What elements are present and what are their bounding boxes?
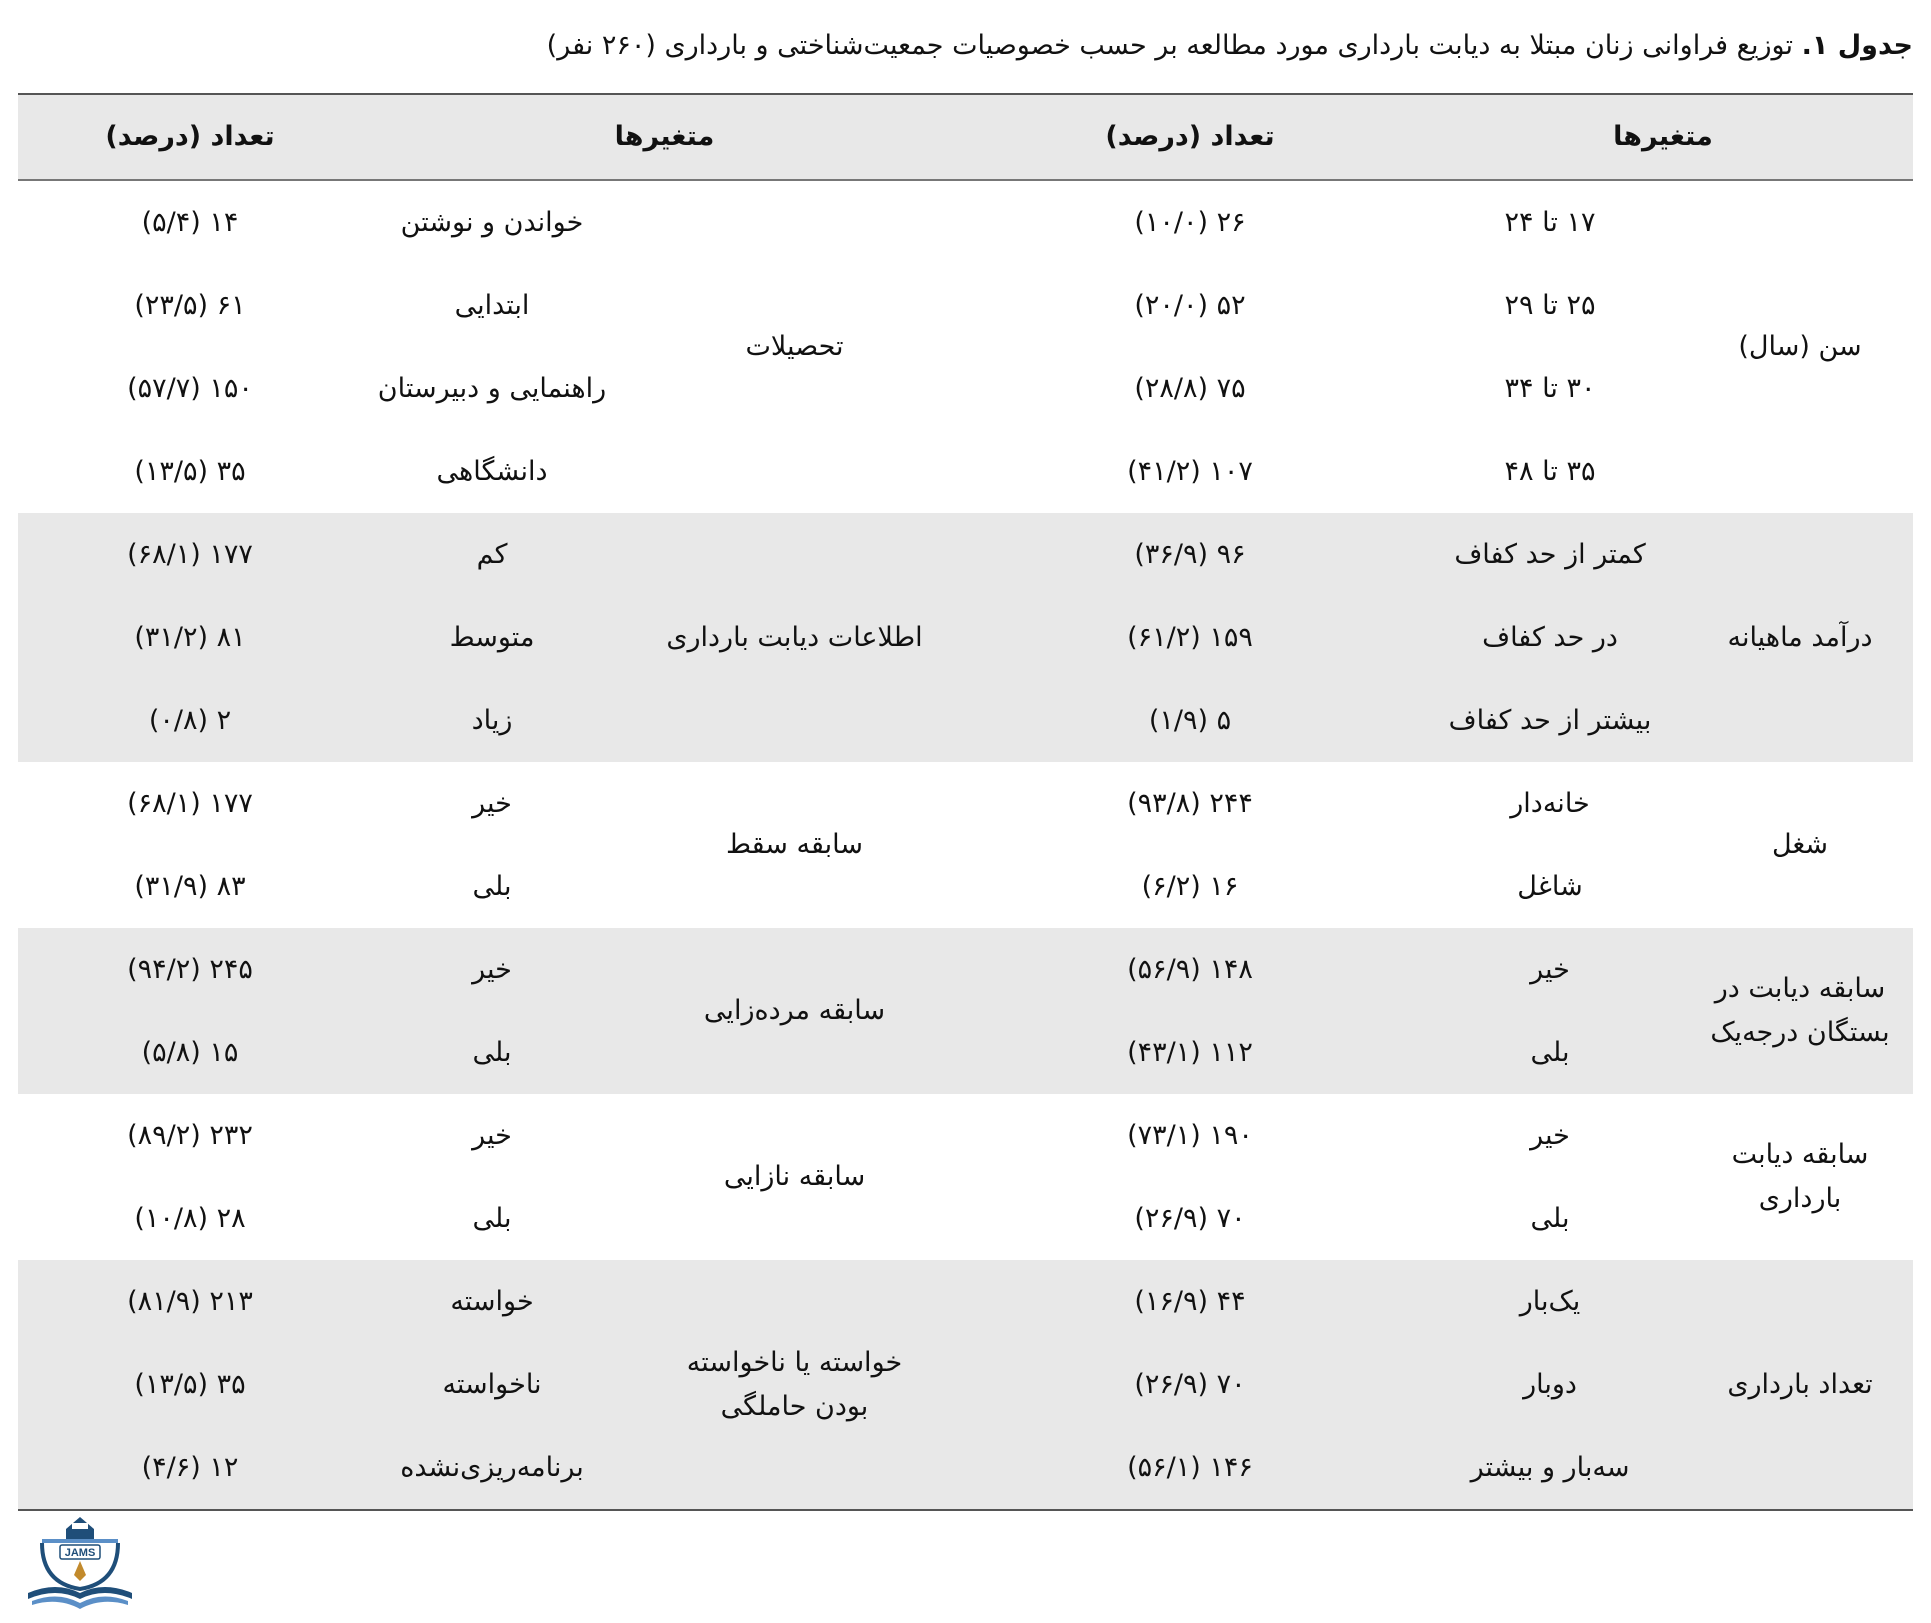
row-value-left: ۸۳ (۳۱/۹) bbox=[134, 870, 246, 902]
row-category-right: سابقه دیابت بارداری bbox=[1731, 1139, 1869, 1214]
table-row-group bbox=[18, 181, 1913, 513]
table-row-group bbox=[18, 762, 1913, 928]
row-category-left: سابقه مرده‌زایی bbox=[703, 995, 886, 1026]
row-value-left: ۳۵ (۱۳/۵) bbox=[134, 455, 246, 487]
table-caption-text: توزیع فراوانی زنان مبتلا به دیابت بارداری مورد مطالعه بر حسب خصوصیات جمعیت‌شناختی و بارداری (۲۶۰ نفر) bbox=[546, 30, 1793, 61]
row-value-left: ۱۷۷ (۶۸/۱) bbox=[127, 787, 253, 819]
table-row-group bbox=[18, 1094, 1913, 1260]
row-category-right: درآمد ماهیانه bbox=[1727, 621, 1873, 653]
row-label-left: بلی bbox=[472, 1202, 512, 1234]
row-label-right: شاغل bbox=[1517, 870, 1583, 902]
row-category-left: تحصیلات bbox=[745, 331, 844, 362]
row-category-left: سابقه نازایی bbox=[723, 1161, 866, 1192]
row-value-right: ۷۰ (۲۶/۹) bbox=[1134, 1368, 1246, 1400]
logo-text: JAMS bbox=[64, 1547, 96, 1559]
row-label-right: ۳۵ تا ۴۸ bbox=[1504, 455, 1596, 487]
row-label-right: سه‌بار و بیشتر bbox=[1470, 1451, 1630, 1483]
row-label-left: خیر bbox=[472, 953, 512, 985]
table-header-row bbox=[18, 95, 1913, 181]
row-category-right: سابقه دیابت در بستگان درجه‌یک bbox=[1710, 973, 1890, 1048]
table-row-group bbox=[18, 928, 1913, 1094]
table-row-group bbox=[18, 1260, 1913, 1509]
row-label-right: ۲۵ تا ۲۹ bbox=[1504, 289, 1596, 321]
row-value-right: ۱۹۰ (۷۳/۱) bbox=[1127, 1119, 1253, 1151]
row-value-left: ۸۱ (۳۱/۲) bbox=[134, 621, 246, 653]
row-value-right: ۱۴۶ (۵۶/۱) bbox=[1127, 1451, 1253, 1483]
row-label-left: خواسته bbox=[450, 1285, 534, 1317]
jams-logo bbox=[16, 1515, 144, 1611]
row-value-left: ۱۴ (۵/۴) bbox=[141, 206, 239, 238]
row-value-left: ۲ (۰/۸) bbox=[148, 704, 232, 736]
row-value-left: ۲۱۳ (۸۱/۹) bbox=[127, 1285, 253, 1317]
table-row-group bbox=[18, 513, 1913, 762]
row-value-left: ۱۷۷ (۶۸/۱) bbox=[127, 538, 253, 570]
row-value-left: ۲۴۵ (۹۴/۲) bbox=[127, 953, 253, 985]
row-value-left: ۲۸ (۱۰/۸) bbox=[134, 1202, 246, 1234]
row-category-right: شغل bbox=[1771, 829, 1829, 860]
header-variables-right: متغیرها bbox=[1613, 121, 1713, 152]
row-label-right: خیر bbox=[1530, 1119, 1570, 1151]
row-value-right: ۵۲ (۲۰/۰) bbox=[1134, 289, 1246, 321]
row-label-left: خیر bbox=[472, 787, 512, 819]
row-label-right: بلی bbox=[1530, 1036, 1570, 1068]
row-label-right: دوبار bbox=[1523, 1368, 1577, 1400]
row-label-right: کمتر از حد کفاف bbox=[1454, 538, 1646, 570]
row-value-right: ۲۴۴ (۹۳/۸) bbox=[1127, 787, 1253, 819]
row-value-left: ۶۱ (۲۳/۵) bbox=[134, 289, 246, 321]
row-label-left: متوسط bbox=[449, 621, 535, 653]
row-label-right: بلی bbox=[1530, 1202, 1570, 1234]
row-label-left: زیاد bbox=[471, 704, 513, 736]
row-label-left: کم bbox=[476, 538, 508, 570]
row-label-left: خیر bbox=[472, 1119, 512, 1151]
row-value-left: ۳۵ (۱۳/۵) bbox=[134, 1368, 246, 1400]
row-label-right: خانه‌دار bbox=[1510, 787, 1590, 819]
row-category-left: اطلاعات دیابت بارداری bbox=[666, 621, 923, 653]
row-value-right: ۹۶ (۳۶/۹) bbox=[1134, 538, 1246, 570]
row-label-left: ابتدایی bbox=[454, 289, 530, 321]
demographics-table bbox=[18, 93, 1913, 1511]
table-caption-label: جدول ۱. bbox=[1801, 30, 1913, 61]
row-value-left: ۱۲ (۴/۶) bbox=[141, 1451, 239, 1483]
header-variables-left: متغیرها bbox=[614, 121, 715, 152]
row-value-right: ۲۶ (۱۰/۰) bbox=[1134, 206, 1246, 238]
row-value-left: ۱۵ (۵/۸) bbox=[141, 1036, 239, 1068]
row-label-right: ۱۷ تا ۲۴ bbox=[1504, 206, 1596, 238]
row-category-right: تعداد بارداری bbox=[1727, 1368, 1873, 1400]
row-label-right: ۳۰ تا ۳۴ bbox=[1504, 372, 1596, 404]
row-category-right: سن (سال) bbox=[1738, 331, 1862, 362]
header-count-left: تعداد (درصد) bbox=[105, 121, 275, 152]
table-body bbox=[18, 181, 1913, 1509]
table-caption bbox=[18, 26, 1913, 66]
row-value-right: ۷۵ (۲۸/۸) bbox=[1134, 372, 1246, 404]
row-label-right: خیر bbox=[1530, 953, 1570, 985]
row-label-left: بلی bbox=[472, 1036, 512, 1068]
row-value-right: ۵ (۱/۹) bbox=[1148, 704, 1232, 736]
row-label-right: در حد کفاف bbox=[1482, 621, 1618, 653]
row-label-left: ناخواسته bbox=[442, 1368, 542, 1400]
row-label-right: یک‌بار bbox=[1519, 1285, 1581, 1317]
row-value-right: ۱۰۷ (۴۱/۲) bbox=[1127, 455, 1253, 487]
header-count-right: تعداد (درصد) bbox=[1105, 121, 1275, 152]
row-label-left: برنامه‌ریزی‌نشده bbox=[400, 1451, 584, 1483]
row-value-right: ۱۴۸ (۵۶/۹) bbox=[1127, 953, 1253, 985]
row-value-left: ۲۳۲ (۸۹/۲) bbox=[127, 1119, 253, 1151]
row-label-left: دانشگاهی bbox=[436, 455, 548, 487]
row-label-right: بیشتر از حد کفاف bbox=[1448, 704, 1652, 736]
row-label-left: راهنمایی و دبیرستان bbox=[377, 372, 607, 404]
row-label-left: خواندن و نوشتن bbox=[400, 206, 584, 238]
row-value-right: ۱۱۲ (۴۳/۱) bbox=[1127, 1036, 1253, 1068]
row-value-right: ۱۵۹ (۶۱/۲) bbox=[1127, 621, 1253, 653]
row-value-right: ۴۴ (۱۶/۹) bbox=[1134, 1285, 1246, 1317]
row-value-right: ۷۰ (۲۶/۹) bbox=[1134, 1202, 1246, 1234]
row-label-left: بلی bbox=[472, 870, 512, 902]
row-value-left: ۱۵۰ (۵۷/۷) bbox=[127, 372, 253, 404]
row-category-left: خواسته یا ناخواسته بودن حاملگی bbox=[686, 1346, 903, 1422]
row-category-left: سابقه سقط bbox=[726, 829, 863, 860]
row-value-right: ۱۶ (۶/۲) bbox=[1141, 870, 1239, 902]
